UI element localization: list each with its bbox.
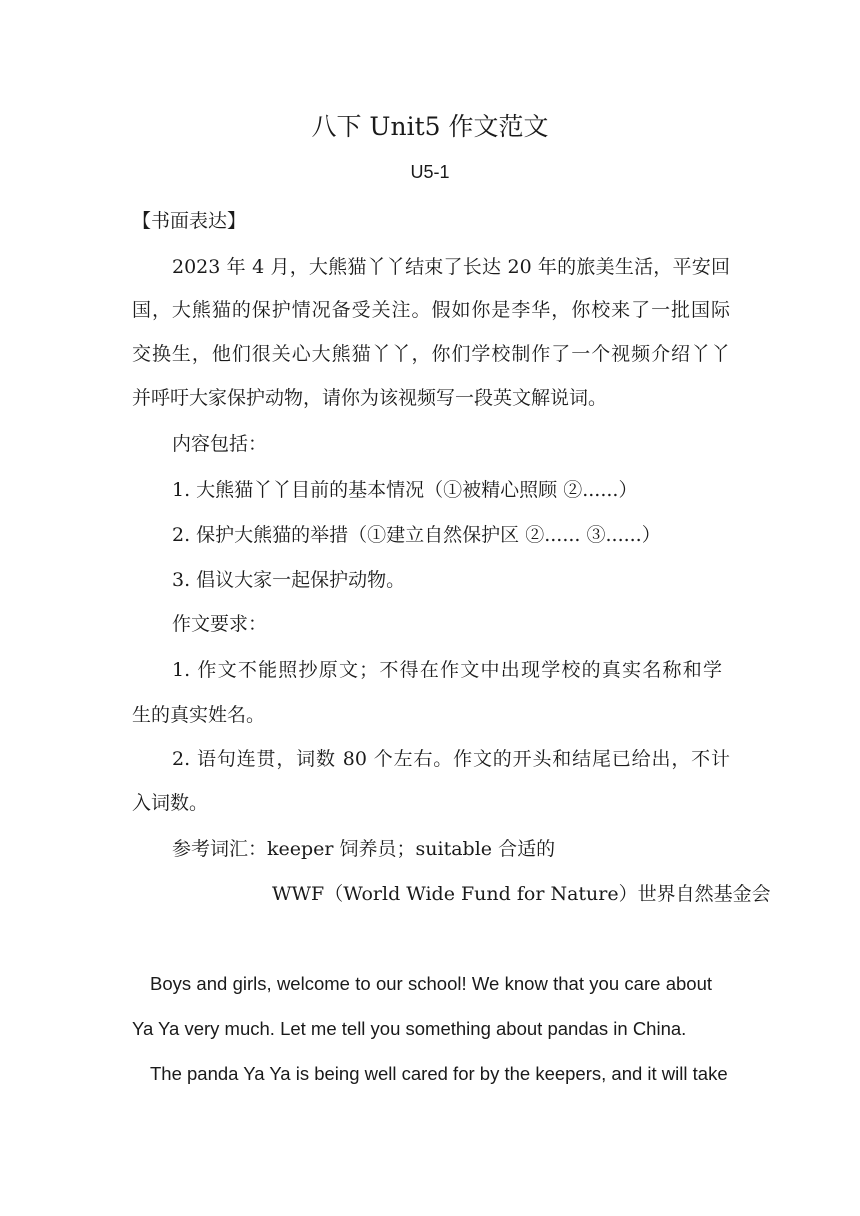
prompt-line-2: 国，大熊猫的保护情况备受关注。假如你是李华，你校来了一批国际 bbox=[132, 299, 730, 321]
requirement-line-3: 2. 语句连贯，词数 80 个左右。作文的开头和结尾已给出，不计 bbox=[172, 748, 730, 770]
requirement-line-1: 1. 作文不能照抄原文；不得在作文中出现学校的真实名称和学 bbox=[172, 659, 722, 681]
essay-line-3: The panda Ya Ya is being well cared for by the keepers, and it will take bbox=[150, 1063, 728, 1084]
content-item-3: 3. 倡议大家一起保护动物。 bbox=[172, 569, 406, 591]
vocab-line-1: 参考词汇：keeper 饲养员；suitable 合适的 bbox=[172, 838, 556, 860]
vocab-line-2: WWF（World Wide Fund for Nature）世界自然基金会 bbox=[272, 883, 771, 905]
prompt-line-4: 并呼吁大家保护动物，请你为该视频写一段英文解说词。 bbox=[132, 387, 608, 409]
content-item-2: 2. 保护大熊猫的举措（①建立自然保护区 ②...... ③......） bbox=[172, 524, 661, 546]
requirement-line-2: 生的真实姓名。 bbox=[132, 704, 266, 726]
requirement-line-4: 入词数。 bbox=[132, 792, 209, 814]
requirements-heading: 作文要求： bbox=[172, 613, 268, 635]
page-title: 八下 Unit5 作文范文 bbox=[311, 112, 549, 141]
essay-line-1: Boys and girls, welcome to our school! We know that you care about bbox=[150, 973, 712, 994]
essay-line-2: Ya Ya very much. Let me tell you something about pandas in China. bbox=[132, 1018, 687, 1039]
section-heading: 【书面表达】 bbox=[132, 210, 247, 232]
page-subtitle: U5-1 bbox=[410, 162, 450, 182]
content-item-1: 1. 大熊猫丫丫目前的基本情况（①被精心照顾 ②......） bbox=[172, 479, 638, 501]
content-heading: 内容包括： bbox=[172, 433, 268, 455]
prompt-line-1: 2023 年 4 月，大熊猫丫丫结束了长达 20 年的旅美生活，平安回 bbox=[172, 256, 730, 278]
prompt-line-3: 交换生，他们很关心大熊猫丫丫，你们学校制作了一个视频介绍丫丫 bbox=[132, 343, 730, 365]
